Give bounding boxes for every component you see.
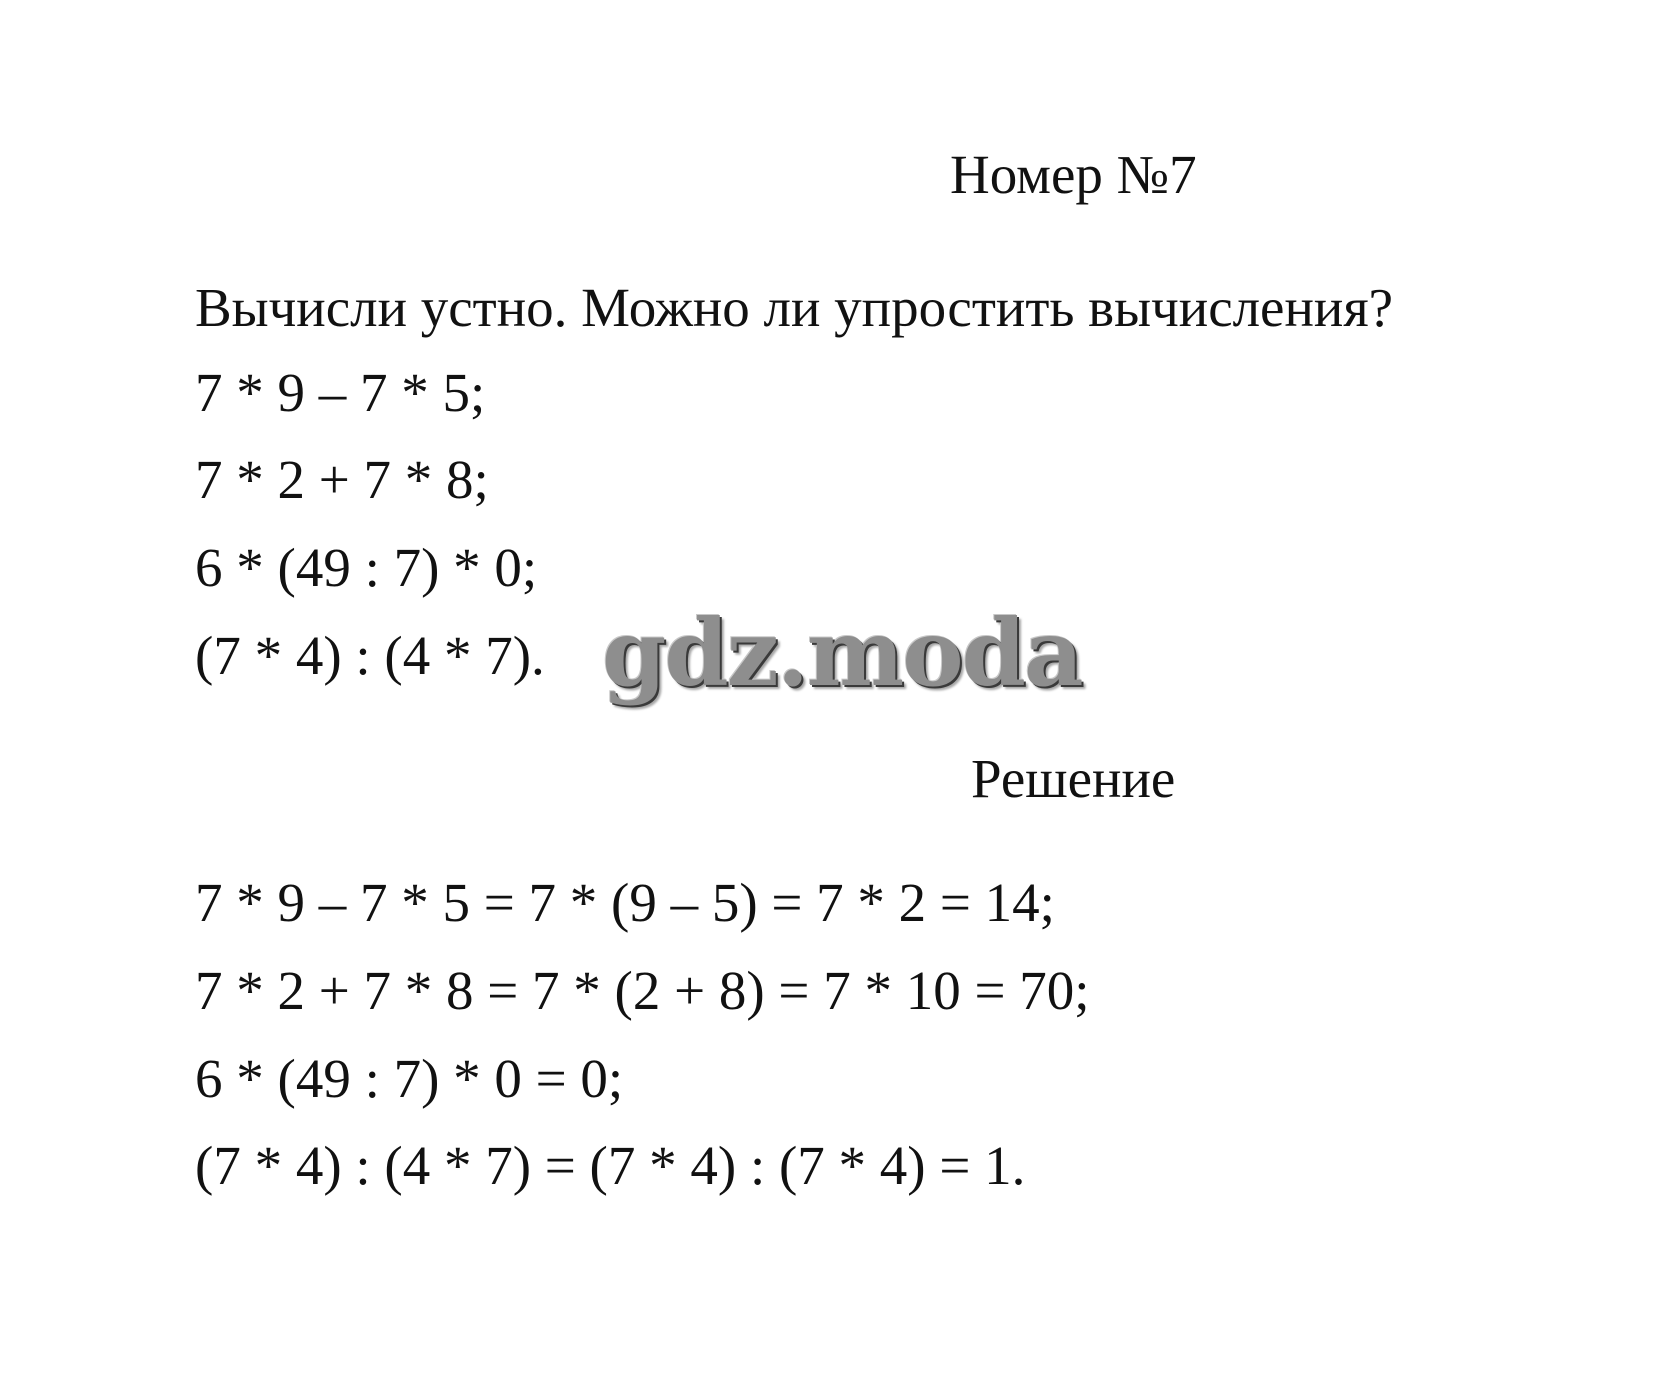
task-expression-4: (7 * 4) : (4 * 7). xyxy=(195,625,545,686)
task-expression-3: 6 * (49 : 7) * 0; xyxy=(195,537,538,598)
watermark-logo: gdz.moda xyxy=(602,599,1082,707)
solution-line-1: 7 * 9 – 7 * 5 = 7 * (9 – 5) = 7 * 2 = 14; xyxy=(195,872,1055,933)
solution-line-4: (7 * 4) : (4 * 7) = (7 * 4) : (7 * 4) = 1. xyxy=(195,1135,1026,1196)
solution-line-3: 6 * (49 : 7) * 0 = 0; xyxy=(195,1048,624,1109)
problem-number-title: Номер №7 xyxy=(950,144,1197,205)
task-expression-1: 7 * 9 – 7 * 5; xyxy=(195,362,486,423)
solution-title: Решение xyxy=(971,748,1176,809)
task-statement: Вычисли устно. Можно ли упростить вычисления? xyxy=(195,277,1394,338)
task-expression-2: 7 * 2 + 7 * 8; xyxy=(195,449,489,510)
solution-line-2: 7 * 2 + 7 * 8 = 7 * (2 + 8) = 7 * 10 = 70; xyxy=(195,960,1090,1021)
